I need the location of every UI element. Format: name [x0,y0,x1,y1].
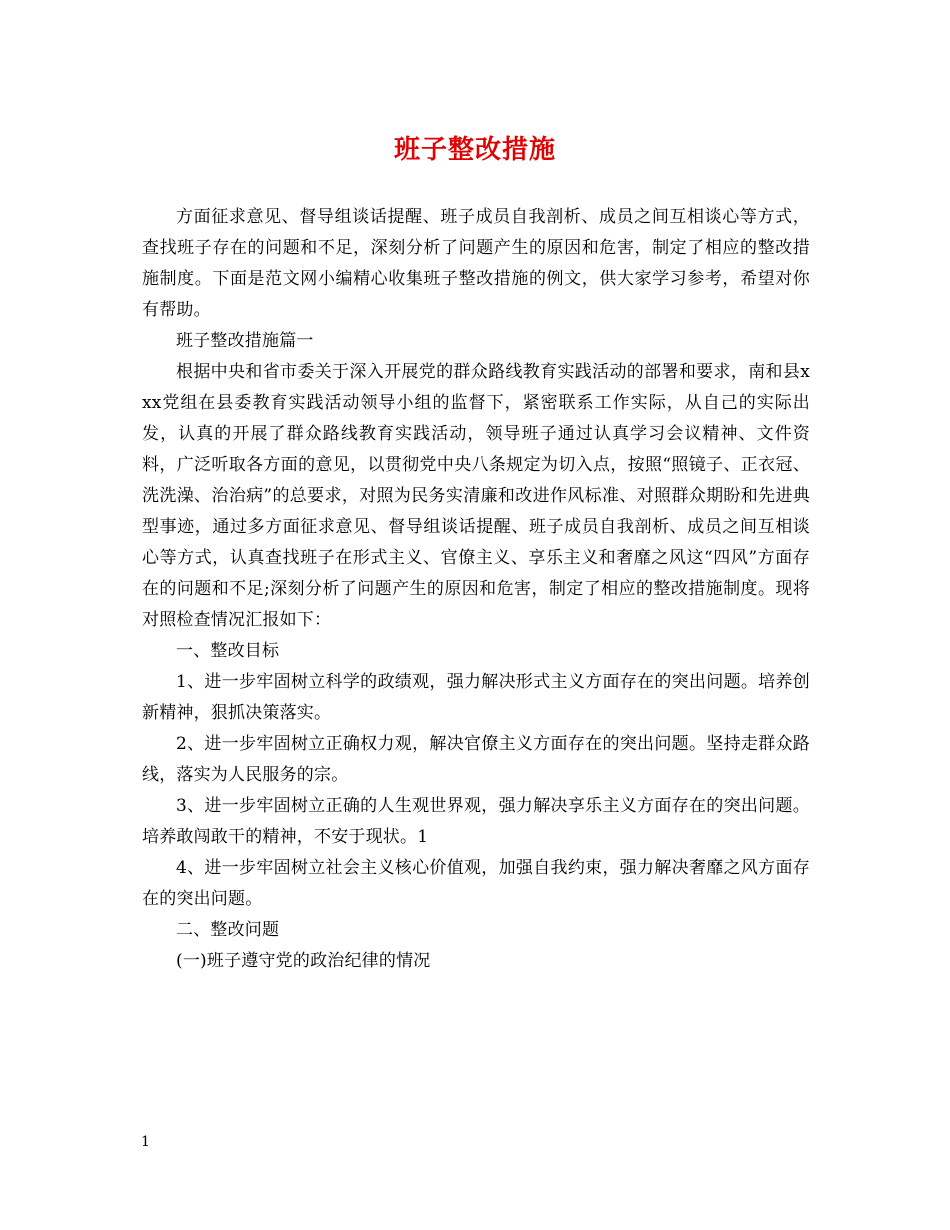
document-title: 班子整改措施 [393,135,556,165]
intro-paragraph: 方面征求意见、督导组谈话提醒、班子成员自我剖析、成员之间互相谈心等方式，查找班子存在的问题和不足，深刻分析了问题产生的原因和危害，制定了相应的整改措施制度。下面是范文网小编精心收集班子整改措施的例文，供大家学习参考，希望对你有帮助。 [142,207,810,320]
section-heading: 一、整改目标 [176,641,280,661]
subsection-heading: (一)班子遵守党的政治纪律的情况 [176,951,431,971]
body-paragraph: 根据中央和省市委关于深入开展党的群众路线教育实践活动的部署和要求，南和县xxx党组在县委教育实践活动领导小组的监督下，紧密联系工作实际，从自己的实际出发，认真的开展了群众路线教育实践活动，领导班子通过认真学习会议精神、文件资料，广泛听取各方面的意见，以贯彻党中央八条规定为切入点，按照“照镜子、正衣冠、洗洗澡、治治病”的总要求，对照为民务实清廉和改进作风标准、对照群众期盼和先进典型事迹，通过多方面征求意见、督导组谈话提醒、班子成员自我剖析、成员之间互相谈心等方式，认真查找班子在形式主义、官僚主义、享乐主义和奢靡之风这“四风”方面存在的问题和不足;深刻分析了问题产生的原因和危害，制定了相应的整改措施制度。现将对照检查情况汇报如下： [142,362,810,630]
document-body [142,202,810,977]
list-item: 4、进一步牢固树立社会主义核心价值观，加强自我约束，强力解决奢靡之风方面存在的突出问题。 [142,858,810,909]
list-item: 1、进一步牢固树立科学的政绩观，强力解决形式主义方面存在的突出问题。培养创新精神，狠抓决策落实。 [142,672,810,723]
list-item: 2、进一步牢固树立正确权力观，解决官僚主义方面存在的突出问题。坚持走群众路线，落实为人民服务的宗。 [142,734,810,785]
section-heading: 班子整改措施篇一 [176,331,314,351]
list-item: 3、进一步牢固树立正确的人生观世界观，强力解决享乐主义方面存在的突出问题。培养敢闯敢干的精神，不安于现状。1 [142,796,810,847]
page-number: 1 [141,1134,150,1150]
section-heading: 二、整改问题 [176,920,280,940]
